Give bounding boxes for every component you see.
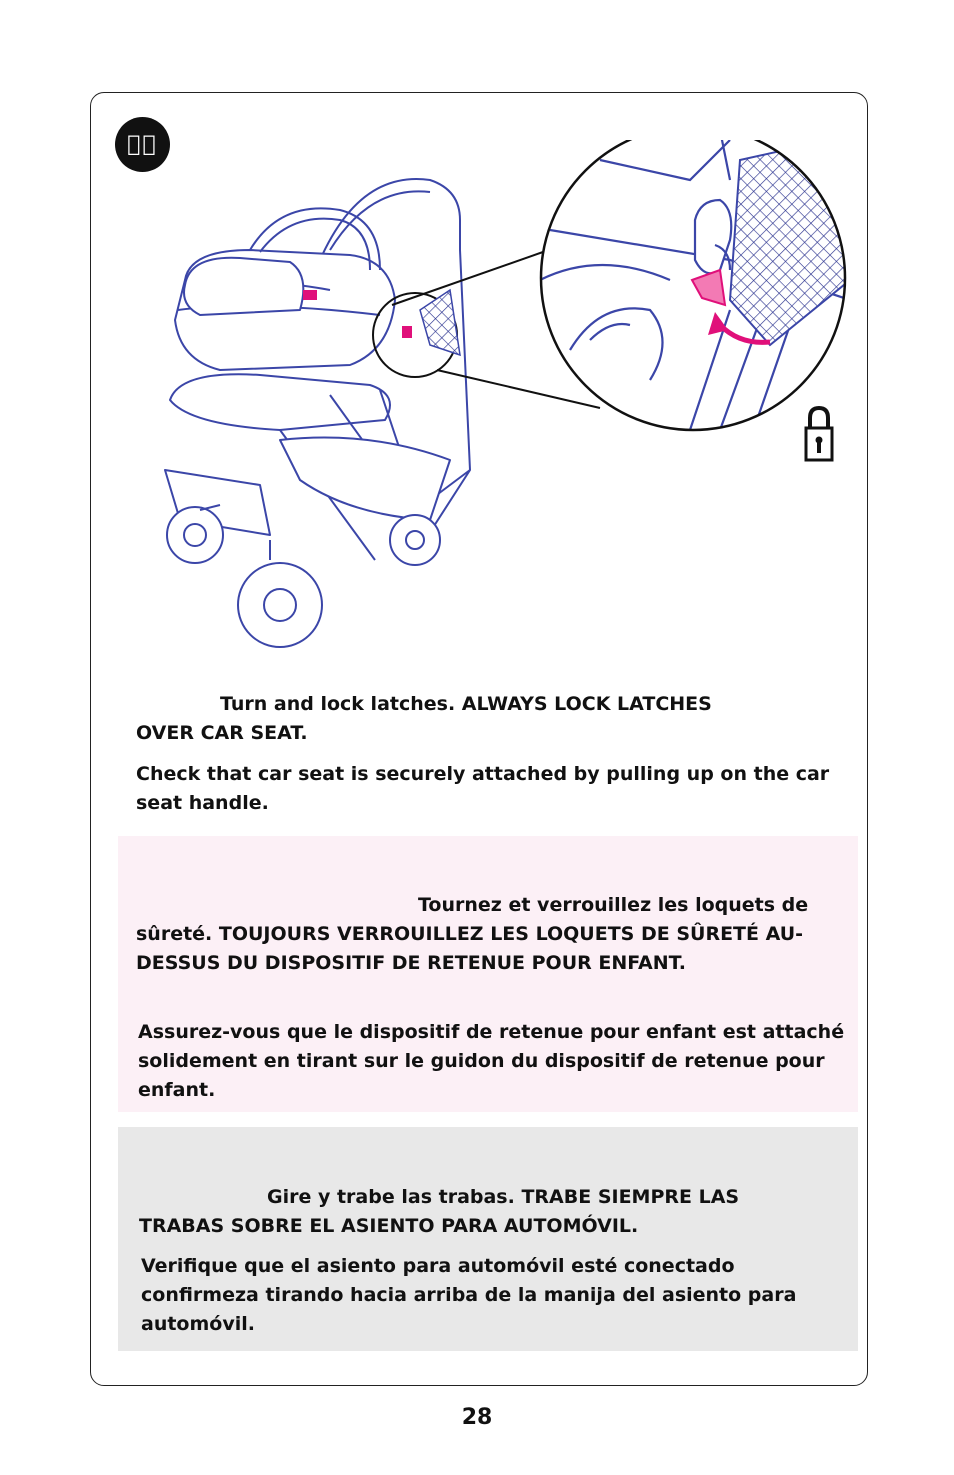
french-check-text: Assurez-vous que le dispositif de retenue pour enfant est attaché solidement en tirant sur le guidon du dispositif de retenue pour enfant. bbox=[138, 1021, 845, 1101]
spanish-check-text: Verifique que el asiento para automóvil esté conectado confirmeza tirando hacia arriba de la manija del asiento para automóvil. bbox=[141, 1255, 797, 1335]
lock-icon bbox=[804, 404, 834, 464]
stroller-drawing bbox=[165, 179, 470, 647]
stroller-illustration bbox=[130, 140, 850, 660]
english-instructions-text: Turn and lock latches. ALWAYS LOCK LATCHES OVER CAR SEAT. bbox=[136, 693, 712, 744]
french-instructions-text: Tournez et verrouillez les loquets de sûreté. TOUJOURS VERROUILLEZ LES LOQUETS DE SÛRETÉ AU-DESSUS DU DISPOSITIF DE RETENUE POUR ENFANT. bbox=[136, 894, 809, 974]
spanish-instructions-text: Gire y trabe las trabas. TRABE SIEMPRE LAS TRABAS SOBRE EL ASIENTO PARA AUTOMÓVIL. bbox=[139, 1186, 740, 1237]
page-number: 28 bbox=[461, 1405, 493, 1430]
english-check-text: Check that car seat is securely attached by pulling up on the car seat handle. bbox=[136, 763, 830, 814]
